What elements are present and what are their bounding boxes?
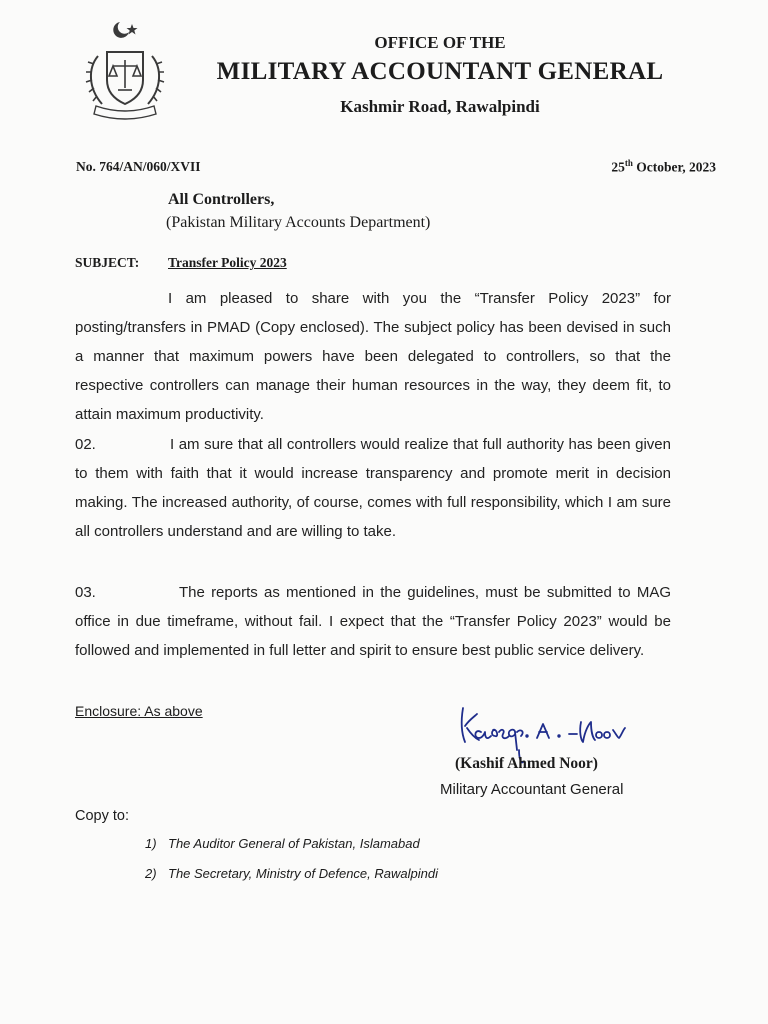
list-item [145,832,438,862]
list-item-number: 1) [145,836,157,851]
letterhead-title: MILITARY ACCOUNTANT GENERAL [216,58,664,85]
signer-title: Military Accountant General [440,781,624,798]
enclosure-note: Enclosure: As above [75,703,203,719]
paragraph-3-number: 03. [75,584,96,601]
letter-date [611,158,716,176]
date-suffix: th [624,158,633,168]
subject-label: SUBJECT: [75,255,140,270]
letterhead-address: Kashmir Road, Rawalpindi [340,97,540,116]
letterhead-office-of: OFFICE OF THE [374,33,506,52]
subject-text: Transfer Policy 2023 [168,255,287,270]
crest-emblem-icon [80,18,170,124]
addressee-department: (Pakistan Military Accounts Department) [166,214,431,231]
paragraph-1 [75,284,671,429]
list-item-number: 2) [145,866,157,881]
addressee: All Controllers, [168,191,275,208]
paragraph-2 [75,430,671,546]
list-item-text: The Auditor General of Pakistan, Islamabad [168,836,420,851]
copy-to-label: Copy to: [75,808,129,824]
paragraph-2-number: 02. [75,436,96,453]
copy-to-list [145,832,438,892]
paragraph-1-text: I am pleased to share with you the “Transfer Policy 2023” for posting/transfers in PMAD (Copy enclosed). The subject policy has been devised in such a manner that maximum powers have been delegated to controllers, so that the respective controllers can manage their human resources in the way, they deem fit, to attain maximum productivity. [75,290,671,423]
list-item-text: The Secretary, Ministry of Defence, Rawalpindi [168,866,438,881]
date-day: 25 [611,159,625,175]
paragraph-3 [75,578,671,665]
paragraph-3-text: The reports as mentioned in the guidelines, must be submitted to MAG office in due timeframe, without fail. I expect that the “Transfer Policy 2023” would be followed and implemented in full letter and spirit to ensure best public service delivery. [75,584,671,659]
date-rest: October, 2023 [632,159,716,175]
signer-name: (Kashif Ahmed Noor) [455,755,598,772]
reference-number: No. 764/AN/060/XVII [76,159,201,174]
list-item [145,862,438,892]
paragraph-2-text: I am sure that all controllers would realize that full authority has been given to them with faith that it would increase transparency and promote merit in decision making. The increased authority, of course, comes with full responsibility, which I am sure all controllers understand and are willing to take. [75,436,671,540]
